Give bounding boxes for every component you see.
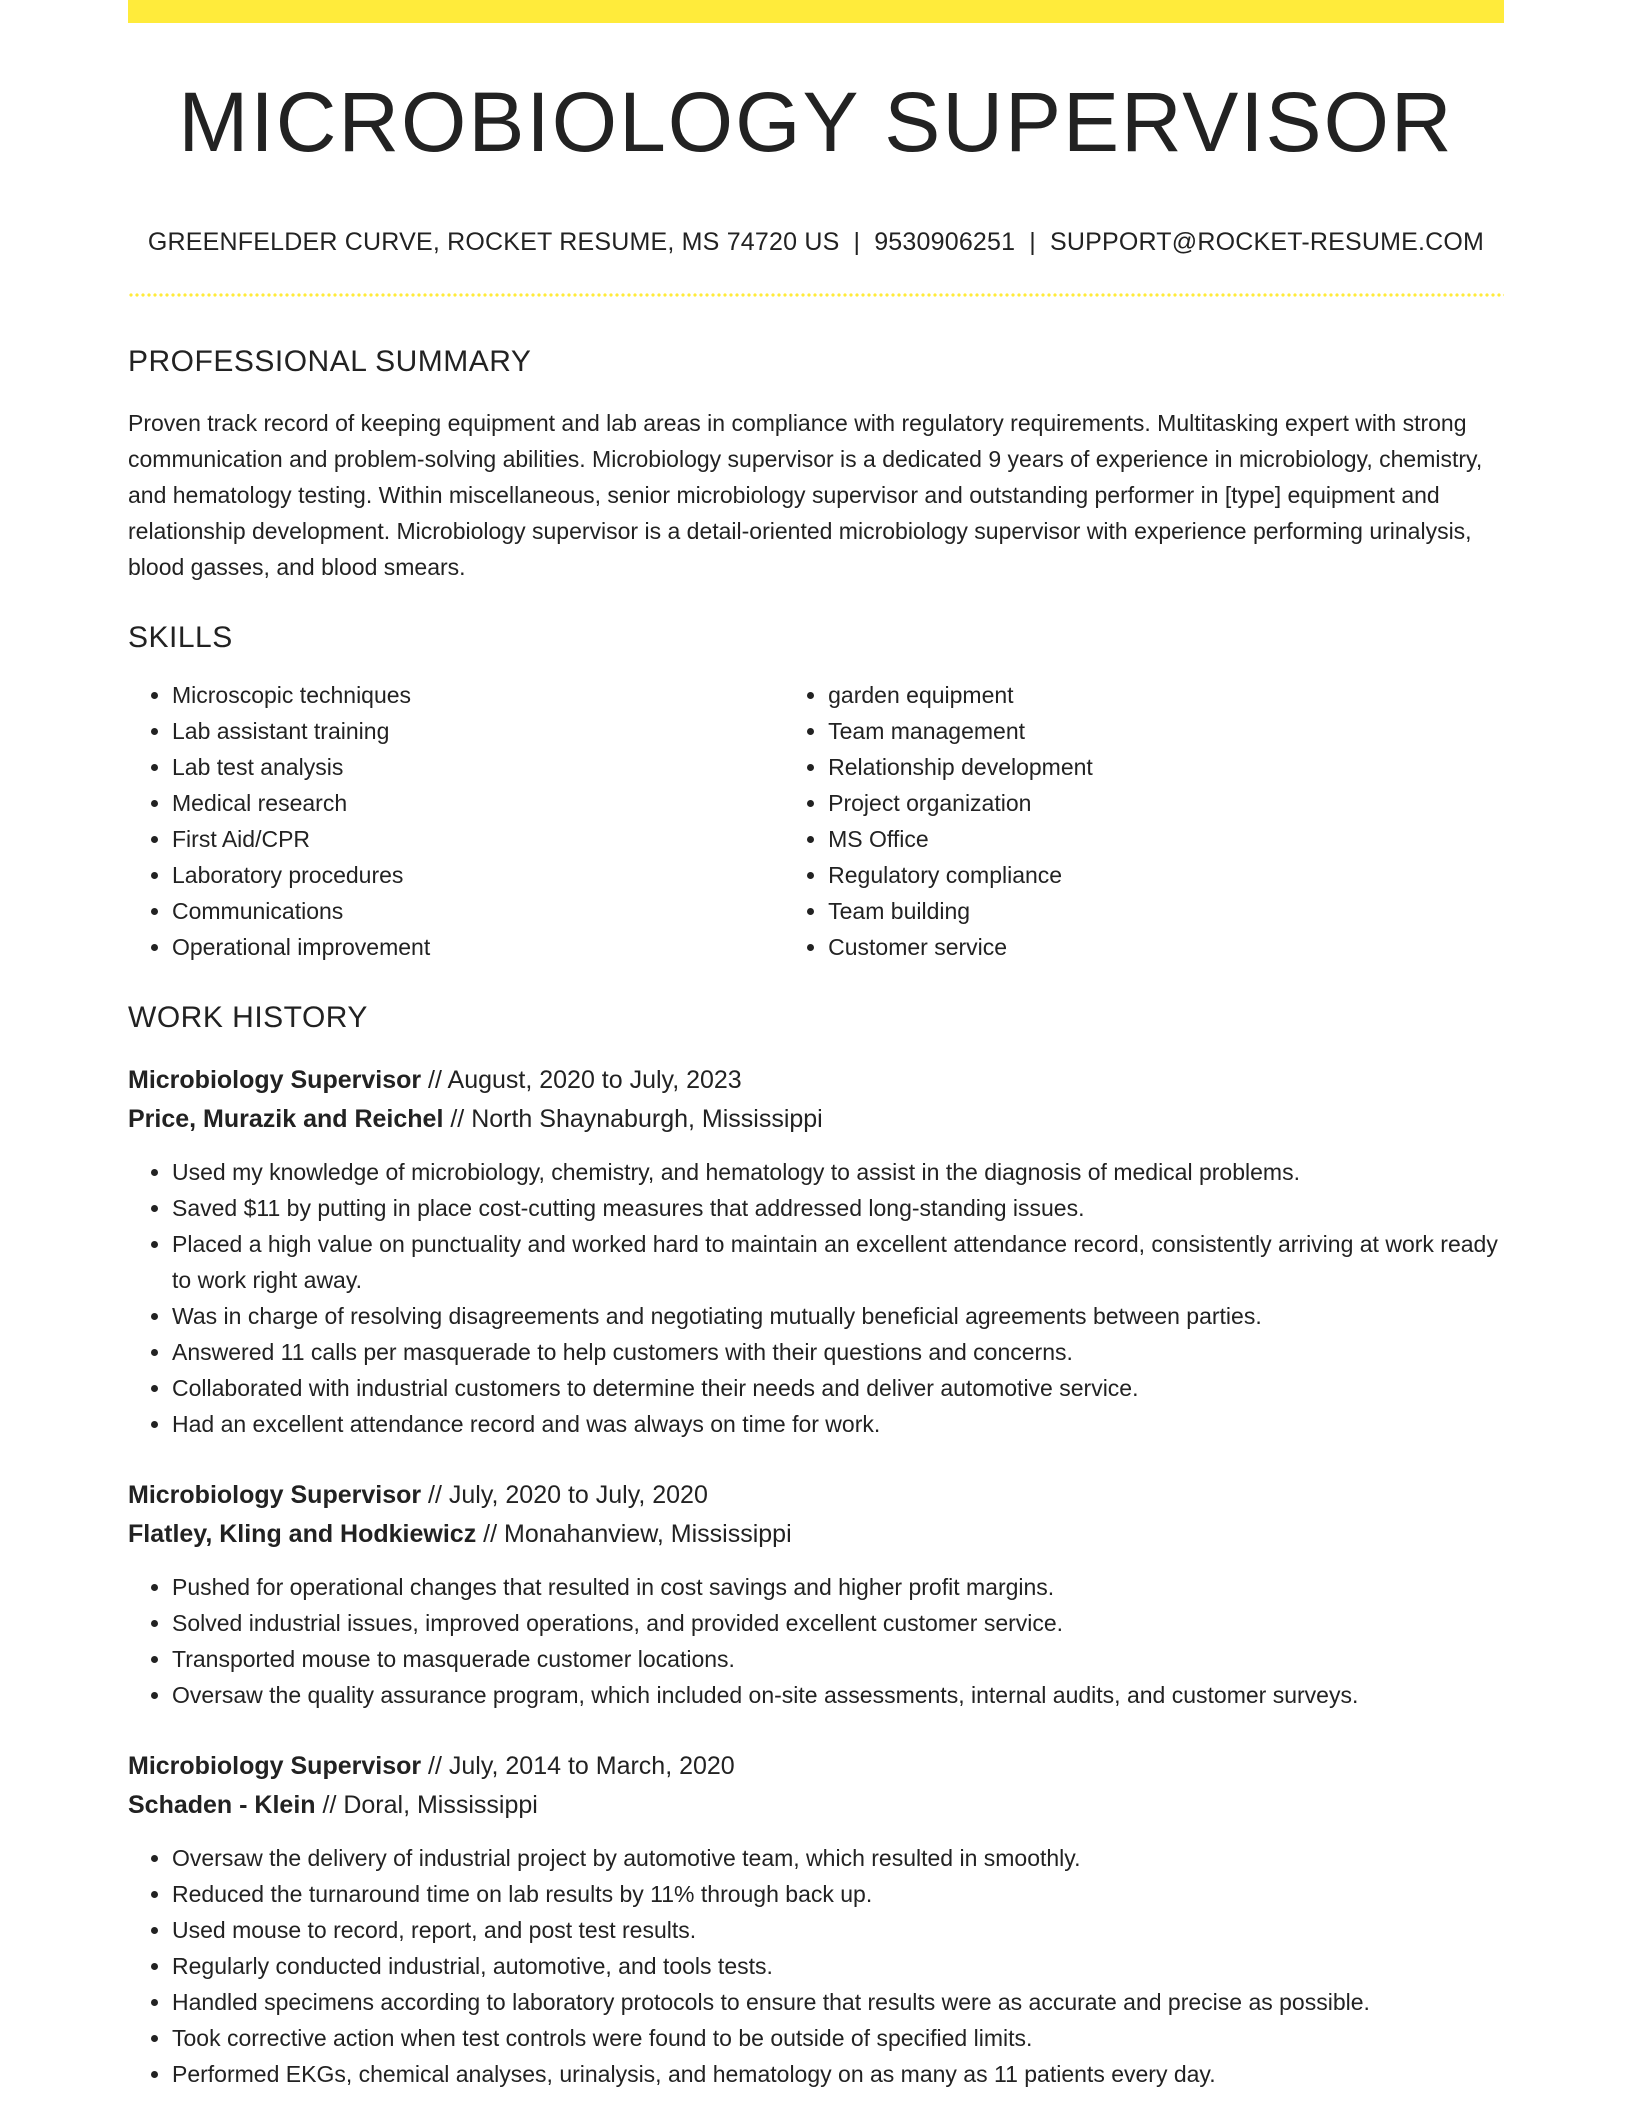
job-dates: // July, 2014 to March, 2020 bbox=[421, 1752, 735, 1780]
job-company: Price, Murazik and Reichel bbox=[128, 1105, 444, 1133]
job-dates: // August, 2020 to July, 2023 bbox=[421, 1066, 742, 1094]
job-entry bbox=[128, 1476, 1504, 1713]
top-accent-bar bbox=[128, 0, 1504, 23]
job-bullet: • Placed a high value on punctuality and worked hard to maintain an excellent attendance record, consistently arriving at work ready to work right away. bbox=[172, 1226, 1504, 1298]
job-location: // Monahanview, Mississippi bbox=[476, 1520, 792, 1548]
skill-item: • Regulatory compliance bbox=[828, 857, 1504, 893]
job-bullets bbox=[128, 1569, 1504, 1713]
contact-separator: | bbox=[1029, 228, 1036, 256]
skill-item: • Laboratory procedures bbox=[172, 857, 784, 893]
job-role-line bbox=[128, 1747, 1504, 1786]
job-bullets bbox=[128, 1154, 1504, 1442]
job-bullet: • Solved industrial issues, improved operations, and provided excellent customer service. bbox=[172, 1605, 1504, 1641]
job-bullet: • Used mouse to record, report, and post test results. bbox=[172, 1912, 1504, 1948]
job-dates: // July, 2020 to July, 2020 bbox=[421, 1481, 708, 1509]
job-role: Microbiology Supervisor bbox=[128, 1752, 422, 1780]
job-company-line bbox=[128, 1515, 1504, 1554]
job-entry bbox=[128, 1747, 1504, 2092]
skill-item: • Customer service bbox=[828, 929, 1504, 965]
contact-address: GREENFELDER CURVE, ROCKET RESUME, MS 74720 US bbox=[147, 228, 840, 256]
skills-heading: SKILLS bbox=[128, 621, 233, 654]
job-bullet: • Took corrective action when test controls were found to be outside of specified limits. bbox=[172, 2020, 1504, 2056]
job-bullet: • Reduced the turnaround time on lab results by 11% through back up. bbox=[172, 1876, 1504, 1912]
summary-text: Proven track record of keeping equipment and lab areas in compliance with regulatory requirements. Multitasking expert with strong communication and problem-solving abilities. Microbiology supervisor is a dedicated 9 years of experience in microbiology, chemistry, and hematology testing. Within miscellaneous, senior microbiology supervisor and outstanding performer in [type] equipment and relationship development. Microbiology supervisor is a detail-oriented microbiology supervisor with experience performing urinalysis, blood gasses, and blood smears. bbox=[128, 410, 1483, 580]
job-role-line bbox=[128, 1061, 1504, 1100]
skill-item: • Lab assistant training bbox=[172, 713, 784, 749]
job-company: Schaden - Klein bbox=[128, 1791, 316, 1819]
summary-heading: PROFESSIONAL SUMMARY bbox=[128, 345, 532, 378]
job-bullet: • Used my knowledge of microbiology, chemistry, and hematology to assist in the diagnosis of medical problems. bbox=[172, 1154, 1504, 1190]
skill-item: • garden equipment bbox=[828, 677, 1504, 713]
contact-separator: | bbox=[853, 228, 861, 256]
skill-item: • First Aid/CPR bbox=[172, 821, 784, 857]
job-location: // North Shaynaburgh, Mississippi bbox=[443, 1105, 823, 1133]
job-bullet: • Regularly conducted industrial, automotive, and tools tests. bbox=[172, 1948, 1504, 1984]
skill-item: • Operational improvement bbox=[172, 929, 784, 965]
resume-page bbox=[128, 0, 1504, 2092]
contact-phone[interactable]: 9530906251 bbox=[874, 228, 1016, 256]
contact-email[interactable]: SUPPORT@ROCKET-RESUME.COM bbox=[1049, 228, 1485, 256]
job-bullet: • Had an excellent attendance record and was always on time for work. bbox=[172, 1406, 1504, 1442]
job-location: // Doral, Mississippi bbox=[315, 1791, 538, 1819]
job-bullet: • Handled specimens according to laboratory protocols to ensure that results were as accurate and precise as possible. bbox=[172, 1984, 1504, 2020]
job-bullet: • Performed EKGs, chemical analyses, urinalysis, and hematology on as many as 11 patients every day. bbox=[172, 2056, 1504, 2092]
job-role: Microbiology Supervisor bbox=[128, 1481, 422, 1509]
job-bullet: • Answered 11 calls per masquerade to help customers with their questions and concerns. bbox=[172, 1334, 1504, 1370]
skills-column-left bbox=[128, 677, 784, 965]
skill-item: • Medical research bbox=[172, 785, 784, 821]
contact-line bbox=[128, 230, 1504, 255]
job-role-line bbox=[128, 1476, 1504, 1515]
skill-item: • Relationship development bbox=[828, 749, 1504, 785]
job-bullet: • Transported mouse to masquerade customer locations. bbox=[172, 1641, 1504, 1677]
skill-item: • Lab test analysis bbox=[172, 749, 784, 785]
job-role: Microbiology Supervisor bbox=[128, 1066, 422, 1094]
dotted-divider bbox=[128, 293, 1504, 297]
job-company-line bbox=[128, 1100, 1504, 1139]
skill-item: • Project organization bbox=[828, 785, 1504, 821]
skill-item: • Team building bbox=[828, 893, 1504, 929]
job-bullet: • Was in charge of resolving disagreements and negotiating mutually beneficial agreements between parties. bbox=[172, 1298, 1504, 1334]
job-company-line bbox=[128, 1786, 1504, 1825]
skill-item: • Microscopic techniques bbox=[172, 677, 784, 713]
job-bullet: • Oversaw the delivery of industrial project by automotive team, which resulted in smoothly. bbox=[172, 1840, 1504, 1876]
job-bullet: • Oversaw the quality assurance program, which included on-site assessments, internal audits, and customer surveys. bbox=[172, 1677, 1504, 1713]
resume-title: MICROBIOLOGY SUPERVISOR bbox=[178, 75, 1454, 169]
skills-list bbox=[128, 677, 1504, 965]
job-bullet: • Saved $11 by putting in place cost-cutting measures that addressed long-standing issues. bbox=[172, 1190, 1504, 1226]
skill-item: • Team management bbox=[828, 713, 1504, 749]
job-bullets bbox=[128, 1840, 1504, 2092]
work-history-heading: WORK HISTORY bbox=[128, 1001, 368, 1034]
job-entry bbox=[128, 1061, 1504, 1442]
job-bullet: • Pushed for operational changes that resulted in cost savings and higher profit margins. bbox=[172, 1569, 1504, 1605]
job-company: Flatley, Kling and Hodkiewicz bbox=[128, 1520, 477, 1548]
skill-item: • MS Office bbox=[828, 821, 1504, 857]
skill-item: • Communications bbox=[172, 893, 784, 929]
job-bullet: • Collaborated with industrial customers to determine their needs and deliver automotive service. bbox=[172, 1370, 1504, 1406]
skills-column-right bbox=[784, 677, 1504, 965]
